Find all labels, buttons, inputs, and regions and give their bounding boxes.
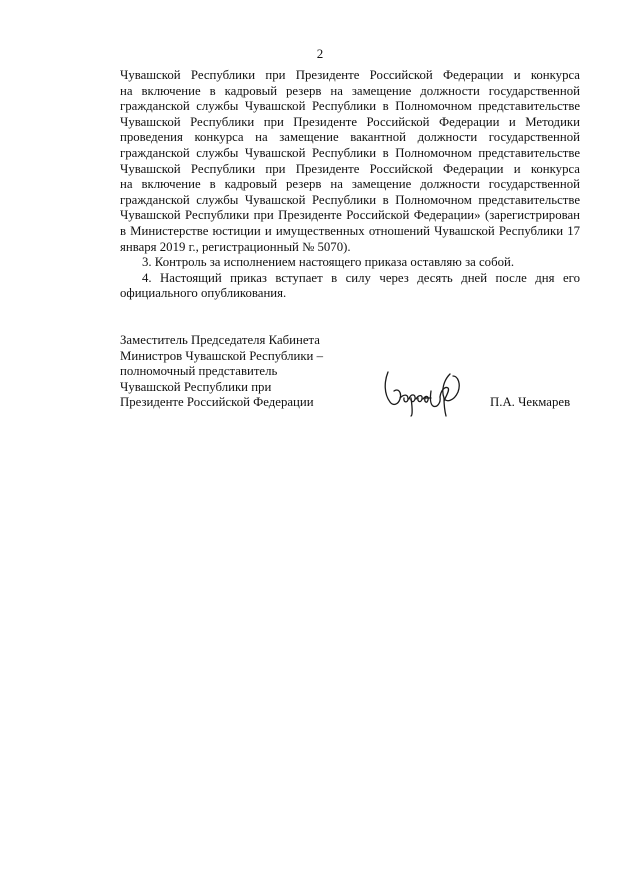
item-4-line: 4. Настоящий приказ вступает в силу через десять дней после дня его [142, 270, 580, 285]
position-line: Заместитель Председателя Кабинета [120, 333, 320, 347]
page-number: 2 [316, 46, 324, 61]
signatory-position [120, 333, 323, 411]
position-line: Чувашской Республики при [120, 379, 272, 394]
position-line: полномочный представитель [120, 364, 278, 379]
paragraph-1-line: в Министерстве юстиции и имущественных отношений Чувашской Республики 17 [120, 223, 580, 238]
item-4-line: официального опубликования. [120, 286, 287, 301]
paragraph-1-line: на включение в кадровый резерв на замещение должности государственной [120, 83, 580, 98]
paragraph-1-line: Чувашской Республики при Президенте Российской Федерации» (зарегистрирован [120, 208, 580, 223]
paragraph-1-line: гражданской службы Чувашской Республики в Полномочном представительстве [120, 192, 580, 207]
paragraph-1-line: Чувашской Республики при Президенте Российской Федерации и конкурса [120, 161, 580, 176]
paragraph-1-line: на включение в кадровый резерв на замещение должности государственной [120, 177, 580, 192]
paragraph-1-line: Чувашской Республики при Президенте Российской Федерации и Методики [120, 114, 580, 129]
body-text [120, 68, 580, 302]
paragraph-1-line: гражданской службы Чувашской Республики в Полномочном представительстве [120, 99, 580, 114]
paragraph-1-line: проведения конкурса на замещение вакантной должности государственной [120, 130, 580, 145]
position-line: Президенте Российской Федерации [120, 395, 314, 410]
handwritten-signature [378, 368, 468, 418]
signatory-name: П.А. Чекмарев [490, 395, 571, 409]
paragraph-1-line: Чувашской Республики при Президенте Российской Федерации и конкурса [120, 68, 580, 82]
position-line: Министров Чувашской Республики – [120, 348, 324, 363]
item-3-text: 3. Контроль за исполнением настоящего приказа оставляю за собой. [142, 255, 515, 270]
paragraph-1-line: января 2019 г., регистрационный № 5070). [120, 239, 351, 254]
paragraph-1-line: гражданской службы Чувашской Республики в Полномочном представительстве [120, 145, 580, 160]
